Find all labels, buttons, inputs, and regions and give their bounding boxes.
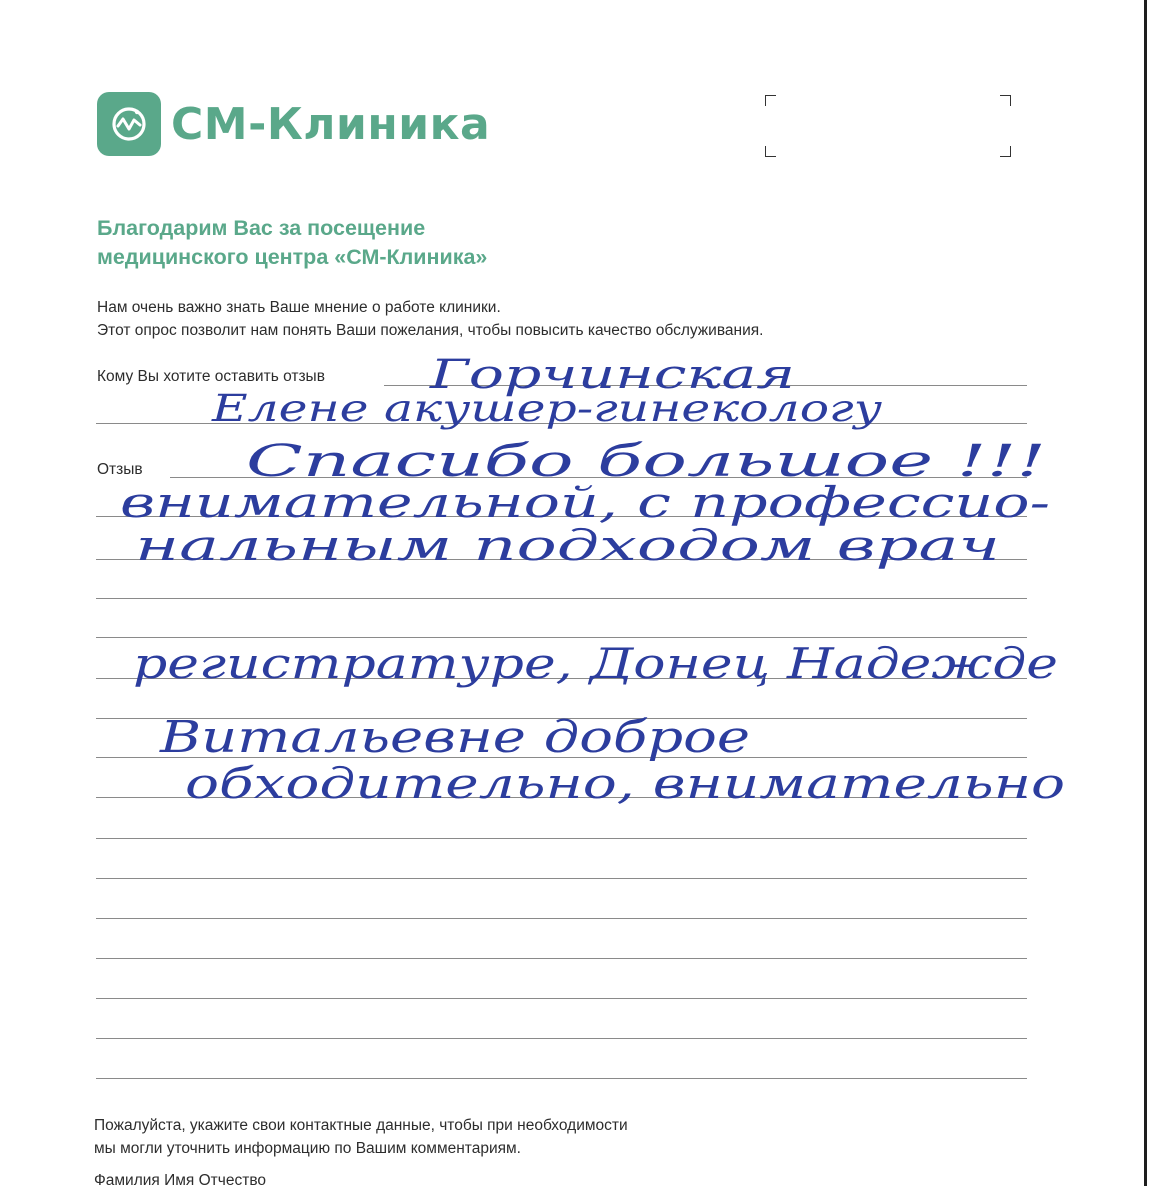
- recipient-line[interactable]: [96, 423, 1027, 424]
- review-line[interactable]: [96, 797, 1027, 798]
- review-line[interactable]: [96, 598, 1027, 599]
- stamp-box-corner: [1000, 95, 1011, 106]
- contact-request-line-1: Пожалуйста, укажите свои контактные данные, чтобы при необходимости: [94, 1117, 628, 1134]
- review-label: Отзыв: [97, 461, 143, 478]
- stamp-box-corner: [765, 146, 776, 157]
- recipient-line[interactable]: [384, 385, 1027, 386]
- stamp-box-corner: [765, 95, 776, 106]
- review-line[interactable]: [96, 1038, 1027, 1039]
- handwritten-line: регистратуре, Донец Надежде: [133, 639, 1058, 688]
- stamp-box-corner: [1000, 146, 1011, 157]
- logo-text: СМ-Клиника: [171, 98, 491, 150]
- intro-line-1: Нам очень важно знать Ваше мнение о работе клиники.: [97, 299, 501, 316]
- handwritten-line: внимательной, с профессио-: [120, 478, 1050, 527]
- review-line[interactable]: [96, 1078, 1027, 1079]
- review-line[interactable]: [96, 516, 1027, 517]
- review-line[interactable]: [96, 838, 1027, 839]
- intro-line-2: Этот опрос позволит нам понять Ваши пожелания, чтобы повысить качество обслуживания.: [97, 322, 764, 339]
- handwritten-line: обходительно, внимательно: [185, 759, 1065, 808]
- snake-wave-icon: [97, 92, 161, 156]
- review-line[interactable]: [96, 718, 1027, 719]
- review-line[interactable]: [96, 998, 1027, 999]
- scan-edge: [1144, 0, 1147, 1186]
- recipient-label: Кому Вы хотите оставить отзыв: [97, 368, 325, 385]
- review-line[interactable]: [96, 878, 1027, 879]
- handwritten-line: Елене акушер-гинекологу: [210, 387, 883, 430]
- handwritten-line: Спасибо большое !!!: [246, 436, 1046, 487]
- review-line[interactable]: [170, 477, 1027, 478]
- thanks-heading-line-1: Благодарим Вас за посещение: [97, 216, 426, 240]
- review-line[interactable]: [96, 918, 1027, 919]
- logo: [97, 91, 490, 157]
- thanks-heading-line-2: медицинского центра «СМ-Клиника»: [97, 245, 488, 269]
- review-line[interactable]: [96, 757, 1027, 758]
- fio-label: Фамилия Имя Отчество: [94, 1172, 266, 1186]
- contact-request-line-2: мы могли уточнить информацию по Вашим комментариям.: [94, 1140, 521, 1157]
- thanks-heading: [97, 214, 717, 272]
- handwritten-line: Горчинская: [428, 352, 795, 398]
- handwritten-line: нальным подходом врач: [135, 521, 1000, 570]
- review-line[interactable]: [96, 678, 1027, 679]
- intro-text: [97, 296, 997, 342]
- handwritten-line: Витальевне доброе: [158, 712, 751, 763]
- review-line[interactable]: [96, 637, 1027, 638]
- review-line[interactable]: [96, 559, 1027, 560]
- review-line[interactable]: [96, 958, 1027, 959]
- contact-request: [94, 1114, 854, 1160]
